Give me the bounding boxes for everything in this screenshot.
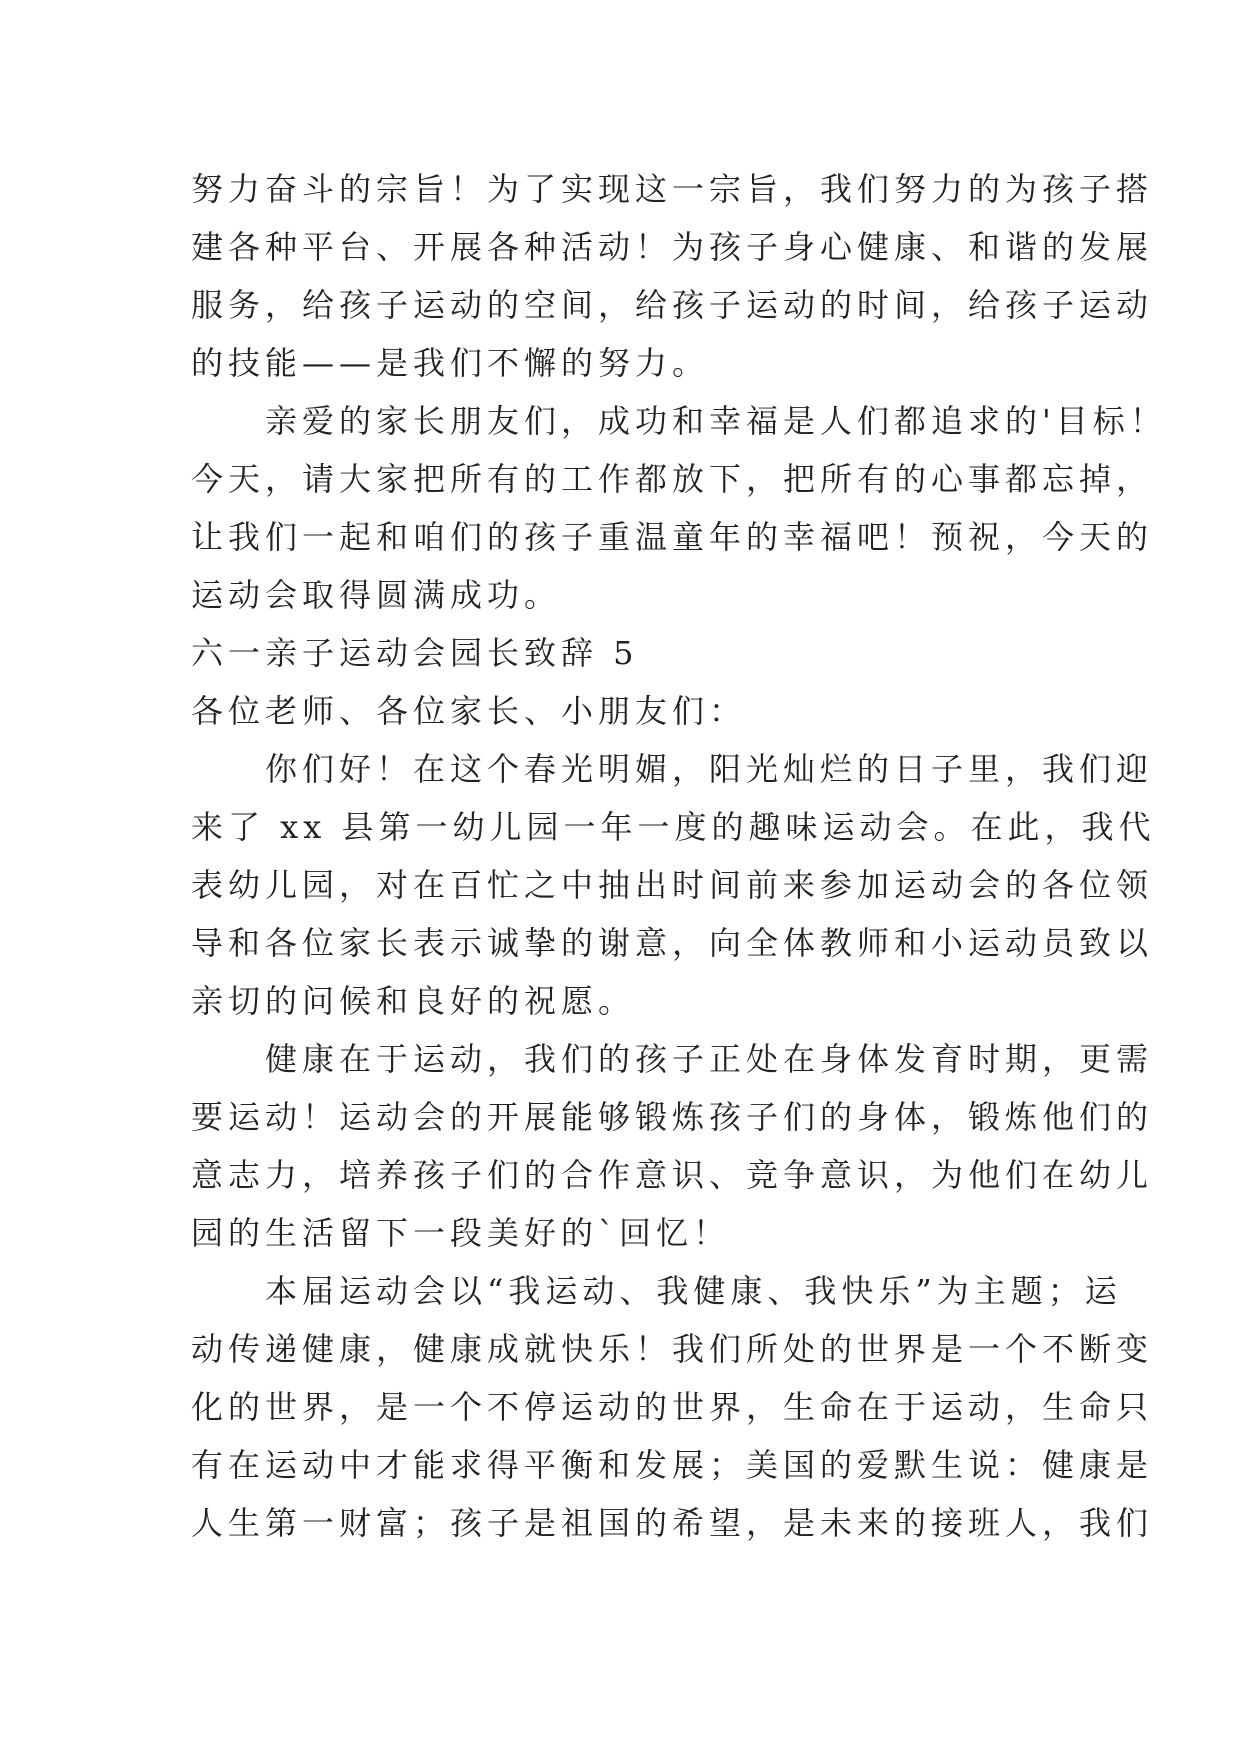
text-line: 人生第一财富；孩子是祖国的希望，是未来的接班人，我们: [191, 1504, 1154, 1542]
text-line: 园的生活留下一段美好的`回忆！: [191, 1214, 731, 1252]
text-line: 今天，请大家把所有的工作都放下，把所有的心事都忘掉，: [191, 460, 1154, 498]
text-line: 导和各位家长表示诚挚的谢意，向全体教师和小运动员致以: [191, 924, 1154, 962]
text-line: 建各种平台、开展各种活动！为孩子身心健康、和谐的发展: [191, 228, 1154, 266]
text-line: 服务，给孩子运动的空间，给孩子运动的时间，给孩子运动: [191, 286, 1154, 324]
salutation: 各位老师、各位家长、小朋友们：: [191, 692, 747, 730]
text-line: 努力奋斗的宗旨！为了实现这一宗旨，我们努力的为孩子搭: [191, 170, 1154, 208]
text-line: 化的世界，是一个不停运动的世界，生命在于运动，生命只: [191, 1388, 1154, 1426]
text-line: 来了 xx 县第一幼儿园一年一度的趣味运动会。在此，我代: [191, 808, 1156, 846]
section-heading: 六一亲子运动会园长致辞 5: [191, 634, 639, 672]
paragraph-first-line: 亲爱的家长朋友们，成功和幸福是人们都追求的'目标！: [265, 402, 1167, 440]
paragraph-first-line: 本届运动会以“我运动、我健康、我快乐”为主题；运: [265, 1272, 1122, 1310]
paragraph-first-line: 健康在于运动，我们的孩子正处在身体发育时期，更需: [265, 1040, 1154, 1078]
text-line: 要运动！运动会的开展能够锻炼孩子们的身体，锻炼他们的: [191, 1098, 1154, 1136]
text-line: 有在运动中才能求得平衡和发展；美国的爱默生说：健康是: [191, 1446, 1154, 1484]
paragraph-first-line: 你们好！在这个春光明媚，阳光灿烂的日子里，我们迎: [265, 750, 1154, 788]
text-line: 运动会取得圆满成功。: [191, 576, 562, 614]
text-line: 意志力，培养孩子们的合作意识、竞争意识，为他们在幼儿: [191, 1156, 1154, 1194]
text-line: 让我们一起和咱们的孩子重温童年的幸福吧！预祝，今天的: [191, 518, 1154, 556]
text-line: 动传递健康，健康成就快乐！我们所处的世界是一个不断变: [191, 1330, 1154, 1368]
text-line: 的技能——是我们不懈的努力。: [191, 344, 710, 382]
text-line: 表幼儿园，对在百忙之中抽出时间前来参加运动会的各位领: [191, 866, 1154, 904]
document-body: [191, 160, 1167, 1552]
text-line: 亲切的问候和良好的祝愿。: [191, 982, 636, 1020]
